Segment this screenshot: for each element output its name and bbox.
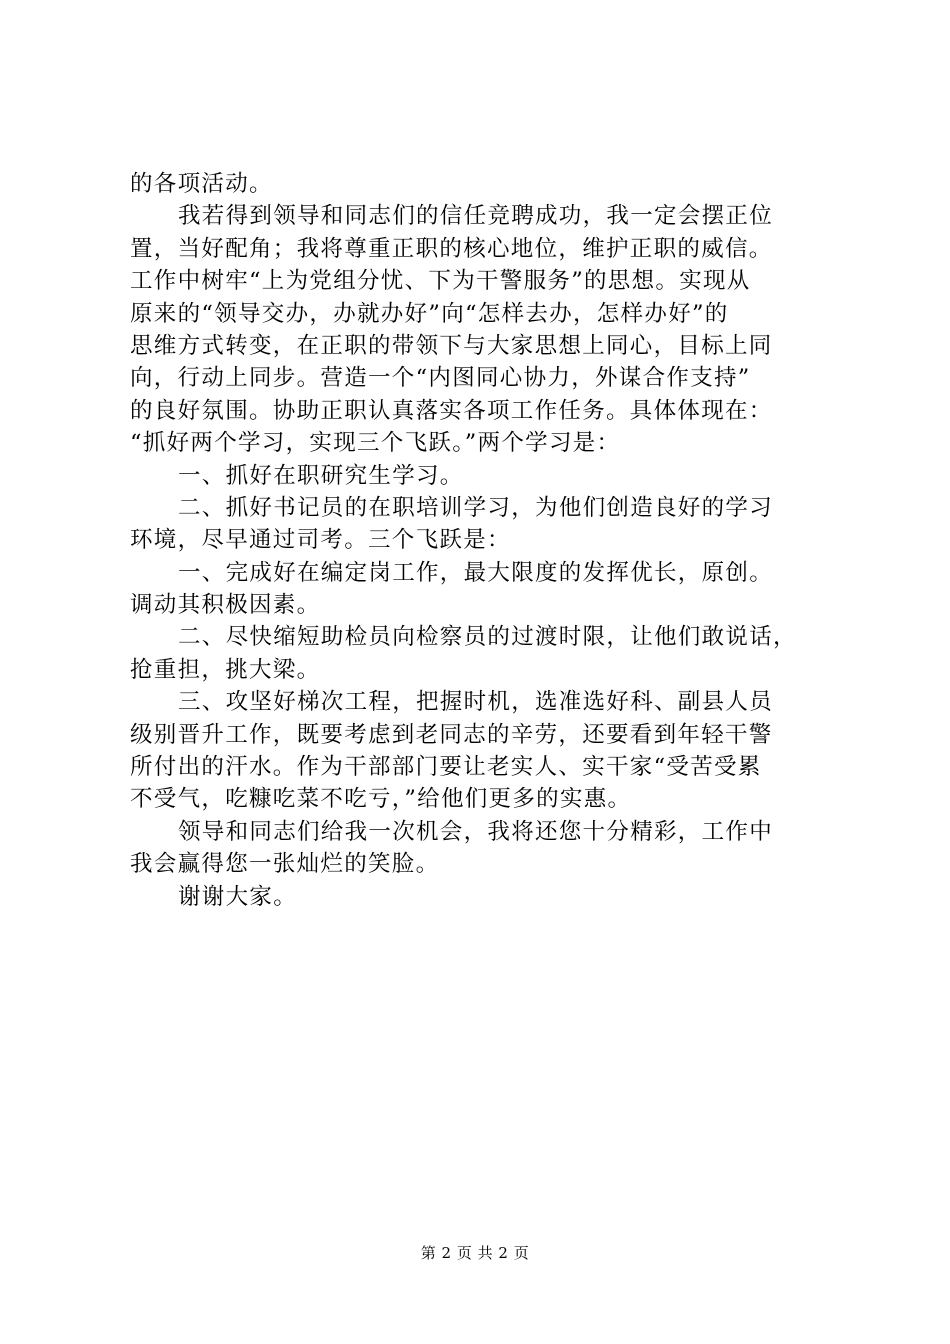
text-line: 工作中树牢“上为党组分忧、下为干警服务”的思想。实现从 <box>130 268 751 295</box>
text-line: 三、攻坚好梯次工程，把握时机，选准选好科、副县人员 <box>178 689 774 716</box>
text-line: “抓好两个学习，实现三个飞跃。”两个学习是： <box>130 430 621 457</box>
text-line: 二、抓好书记员的在职培训学习，为他们创造良好的学习 <box>178 494 774 521</box>
text-line: 领导和同志们给我一次机会，我将还您十分精彩，工作中 <box>178 818 774 845</box>
text-line: 环境，尽早通过司考。三个飞跃是： <box>130 527 511 554</box>
text-line: 二、尽快缩短助检员向检察员的过渡时限，让他们敢说话， <box>178 624 797 651</box>
document-body <box>130 168 830 913</box>
text-line: 所付出的汗水。作为干部部门要让老实人、实干家“受苦受累 <box>130 754 762 781</box>
text-line: 一、抓好在职研究生学习。 <box>178 462 464 489</box>
text-line: 原来的“领导交办，办就办好”向“怎样去办，怎样办好”的 <box>130 300 729 327</box>
text-line: 我会赢得您一张灿烂的笑脸。 <box>130 851 440 878</box>
page-footer: 第 2 页 共 2 页 <box>420 1244 530 1262</box>
text-line: 不受气，吃糠吃菜不吃亏，”给他们更多的实惠。 <box>130 786 632 813</box>
text-line: 的良好氛围。协助正职认真落实各项工作任务。具体体现在： <box>130 397 773 424</box>
text-line: 抢重担，挑大梁。 <box>130 656 321 683</box>
text-line: 思维方式转变，在正职的带领下与大家思想上同心，目标上同 <box>130 332 773 359</box>
text-line: 向，行动上同步。营造一个“内图同心协力，外谋合作支持” <box>130 365 751 392</box>
text-line: 谢谢大家。 <box>178 883 298 910</box>
text-line: 级别晋升工作，既要考虑到老同志的辛劳，还要看到年轻干警 <box>130 721 773 748</box>
text-line: 的各项活动。 <box>130 171 273 197</box>
text-line: 置，当好配角；我将尊重正职的核心地位，维护正职的威信。 <box>130 235 773 262</box>
text-line: 一、完成好在编定岗工作，最大限度的发挥优长，原创。 <box>178 559 774 586</box>
text-line: 我若得到领导和同志们的信任竞聘成功，我一定会摆正位 <box>178 203 774 230</box>
text-line: 调动其积极因素。 <box>130 592 321 619</box>
